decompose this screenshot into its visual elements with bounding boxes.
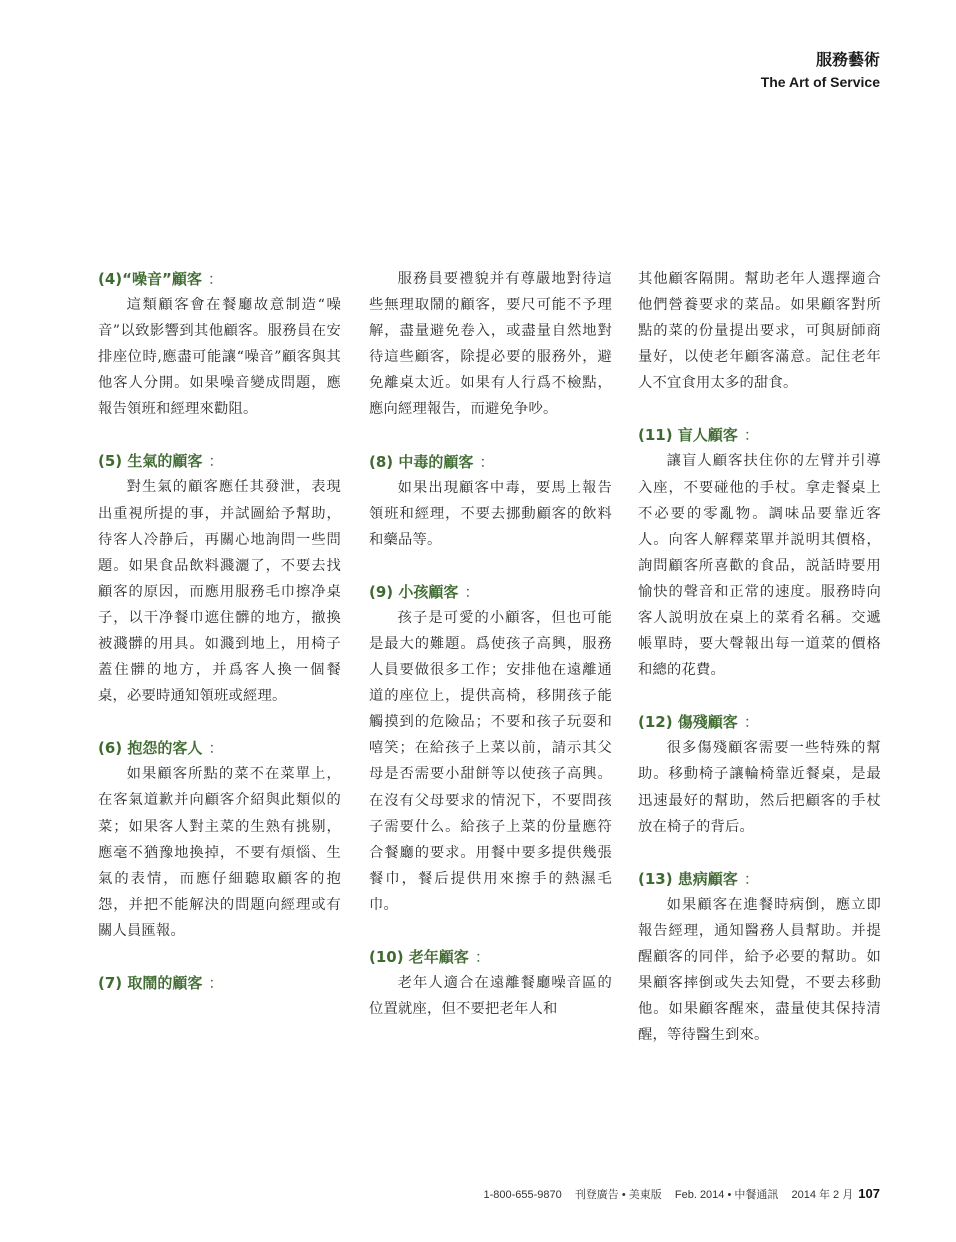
section-body: 孩子是可愛的小顧客，但也可能是最大的難題。爲使孩子高興，服務人員要做很多工作；安排他在遠離通道的座位上，提供高椅，移開孩子能觸摸到的危險品；不要和孩子玩耍和嘻笑；在給孩子上菜以前，請示其父母是否需要小甜餅等以使孩子高興。在沒有父母要求的情況下，不要問孩子需要什么。給孩子上菜的份量應符合餐廳的要求。用餐中要多提供幾張餐巾，餐后提供用來擦手的熱濕毛巾。: [369, 609, 612, 913]
footer-date: 2014 年 2 月: [791, 1189, 854, 1201]
section-sick-customer: [638, 866, 881, 1049]
section-heading: (12) 傷殘顧客 ：: [638, 713, 759, 732]
page-footer: [483, 1186, 880, 1202]
section-heading: (9) 小孩顧客 ：: [369, 582, 480, 601]
footer-month: Feb.: [674, 1189, 697, 1201]
section-body: 讓盲人顧客扶住你的左臂并引導入座，不要碰他的手杖。拿走餐桌上不必要的零亂物。調味品要靠近客人。向客人解釋菜單并説明其價格，詢問顧客所喜歡的食品，説話時要用愉快的聲音和正常的速度。服務時向客人説明放在桌上的菜肴名稱。交遞帳單時，要大聲報出每一道菜的價格和總的花費。: [638, 453, 881, 679]
section-troublesome-customer-body: [369, 266, 612, 423]
page-header: [761, 50, 880, 91]
section-body: 很多傷殘顧客需要一些特殊的幫助。移動椅子讓輪椅靠近餐桌，是最迅速最好的幫助，然后把顧客的手杖放在椅子的背后。: [638, 740, 881, 835]
footer-publication: 中餐通訊: [734, 1189, 779, 1201]
footer-edition: 美東版: [628, 1189, 662, 1201]
section-title-chinese: 服務藝術: [815, 50, 880, 69]
section-body: 如果顧客在進餐時病倒，應立即報告經理，通知醫務人員幫助。并提醒顧客的同伴，給予必要的幫助。如果顧客摔倒或失去知覺，不要去移動他。如果顧客醒來，盡量使其保持清醒，等待醫生到來。: [638, 896, 881, 1044]
footer-phone: 1-800-655-9870: [483, 1189, 562, 1201]
section-elderly-customer-cont: [638, 266, 881, 396]
section-body: 對生氣的顧客應任其發泄，表現出重視所提的事，并試圖給予幫助，待客人冷静后，再關心地詢問一些問題。如果食品飲料濺灑了，不要去找顧客的原因，而應用服務毛巾擦净桌子，以干净餐巾遮住髒的地方，撤換被濺髒的用具。如濺到地上，用椅子蓋住髒的地方，并爲客人換一個餐桌，必要時通知領班或經理。: [98, 479, 341, 705]
section-troublesome-customer: [98, 970, 341, 996]
section-body: 服務員要禮貌并有尊嚴地對待這些無理取鬧的顧客，要尺可能不予理解，盡量避免卷入，或盡量自然地對待這些顧客，除提必要的服務外，避免離桌太近。如果有人行爲不檢點，應向經理報告，而避免争吵。: [369, 271, 612, 418]
section-heading: (5) 生氣的顧客 ：: [98, 452, 224, 471]
column-middle: [369, 266, 612, 1022]
section-angry-customer: [98, 448, 341, 709]
section-noise-customer: [98, 266, 341, 422]
section-complaining-customer: [98, 735, 341, 944]
footer-dot: •: [621, 1189, 626, 1201]
section-body: 老年人適合在遠離餐廳噪音區的位置就座，但不要把老年人和: [369, 974, 612, 1018]
section-child-customer: [369, 579, 612, 918]
section-heading: (4)“噪音”顧客 ：: [98, 270, 223, 288]
section-body: 其他顧客隔開。幫助老年人選擇適合他們營養要求的菜品。如果顧客對所點的菜的份量提出要求，可與厨師商量好，以使老年顧客滿意。記住老年人不宜食用太多的甜食。: [638, 271, 881, 392]
section-heading: (6) 抱怨的客人 ：: [98, 739, 224, 758]
section-heading: (8) 中毒的顧客 ：: [369, 452, 495, 471]
footer-ad: 刊登廣告: [574, 1189, 619, 1201]
section-disabled-customer: [638, 709, 881, 839]
footer-dot: •: [727, 1189, 732, 1201]
section-body: 如果顧客所點的菜不在菜單上，在客氣道歉并向顧客介紹與此類似的菜；如果客人對主菜的生熟有挑剔，應毫不猶豫地換掉，不要有煩惱、生氣的表情，而應仔細聽取顧客的抱怨，并把不能解決的問題向經理或有關人員匯報。: [98, 766, 341, 939]
section-body: 這類顧客會在餐廳故意制造“噪音”以致影響到其他顧客。服務員在安排座位時,應盡可能讓“噪音”顧客與其他客人分開。如果噪音變成問題，應報告領班和經理來勸阻。: [98, 297, 341, 418]
section-elderly-customer: [369, 944, 612, 1022]
section-blind-customer: [638, 422, 881, 683]
page-number: 107: [858, 1186, 880, 1201]
column-left: [98, 266, 341, 996]
section-poisoned-customer: [369, 449, 612, 553]
section-heading: (11) 盲人顧客 ：: [638, 426, 759, 445]
section-title-english: The Art of Service: [760, 74, 880, 90]
section-heading: (7) 取鬧的顧客 ：: [98, 973, 224, 992]
section-heading: (10) 老年顧客 ：: [369, 947, 490, 966]
footer-year: 2014: [699, 1189, 725, 1201]
section-heading: (13) 患病顧客 ：: [638, 869, 759, 888]
column-right: [638, 266, 881, 1048]
section-body: 如果出現顧客中毒，要馬上報告領班和經理，不要去挪動顧客的飲料和藥品等。: [369, 479, 612, 548]
